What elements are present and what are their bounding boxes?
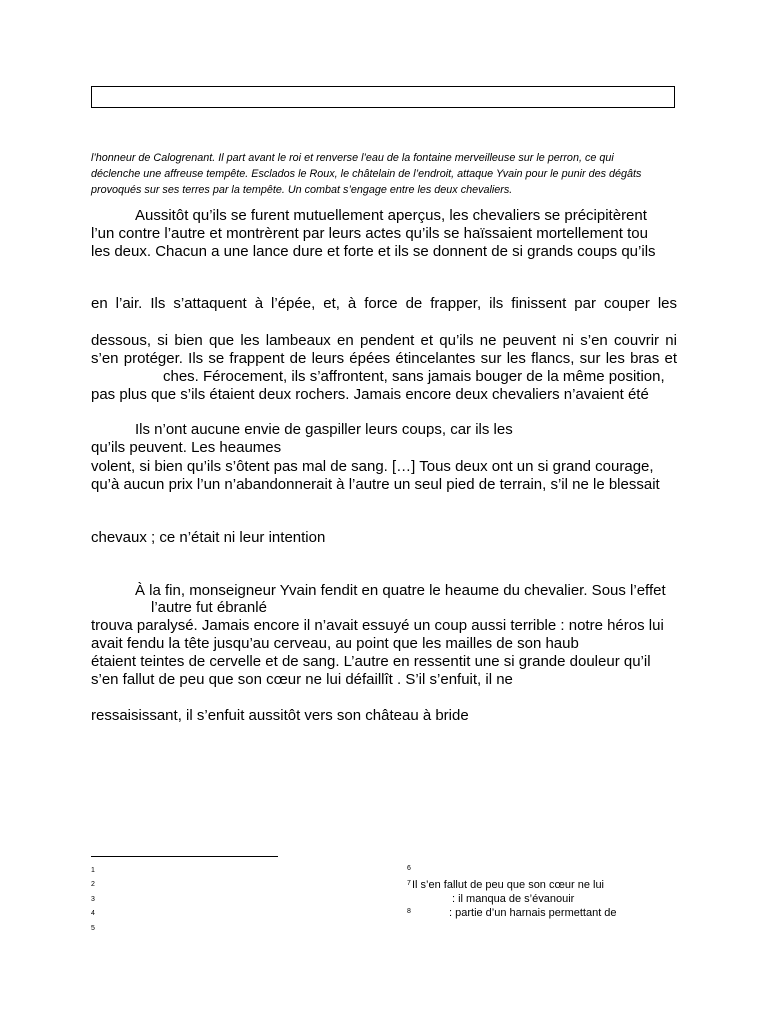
- intro-summary: [91, 150, 677, 198]
- footnote-number-5: 5: [91, 925, 95, 932]
- body-line-4: en l’air. Ils s’attaquent à l’épée, et, à force de frapper, ils finissent par couper les: [91, 295, 677, 312]
- footnote-number-7: 7: [407, 880, 411, 887]
- footnote-rule: [91, 856, 278, 857]
- body-line-8: pas plus que s’ils étaient deux rochers. Jamais encore deux chevaliers n’avaient été: [91, 386, 649, 403]
- title-box: [91, 86, 675, 108]
- footnote-8-text: : partie d’un harnais permettant de: [449, 907, 617, 919]
- body-line-13: chevaux ; ce n’était ni leur intention: [91, 529, 326, 546]
- body-line-10: qu’ils peuvent. Les heaumes: [91, 439, 282, 456]
- intro-line-1: l’honneur de Calogrenant. Il part avant le roi et renverse l’eau de la fontaine merveilleuse sur le perron, ce qui: [91, 152, 614, 164]
- body-line-12: qu’à aucun prix l’un n’abandonnerait à l’autre un seul pied de terrain, s’il ne le blessait: [91, 476, 660, 493]
- intro-line-2: déclenche une affreuse tempête. Esclados le Roux, le châtelain de l’endroit, attaque Yvain pour le punir des dégâts: [91, 168, 642, 180]
- body-line-1: Aussitôt qu’ils se furent mutuellement aperçus, les chevaliers se précipitèrent: [135, 207, 647, 224]
- body-line-9: Ils n’ont aucune envie de gaspiller leurs coups, car ils les: [135, 421, 513, 438]
- footnote-7-continuation: : il manqua de s’évanouir: [452, 893, 575, 905]
- footnote-number-3: 3: [91, 896, 95, 903]
- footnote-7-text: Il s’en fallut de peu que son cœur ne lui: [412, 879, 605, 891]
- footnote-number-8: 8: [407, 908, 411, 915]
- body-line-11: volent, si bien qu’ils s’ôtent pas mal de sang. […] Tous deux ont un si grand courage,: [91, 458, 654, 475]
- footnote-number-4: 4: [91, 910, 95, 917]
- body-line-18: étaient teintes de cervelle et de sang. L’autre en ressentit une si grande douleur qu’il: [91, 653, 651, 670]
- footnote-number-6: 6: [407, 865, 411, 872]
- body-line-14: À la fin, monseigneur Yvain fendit en quatre le heaume du chevalier. Sous l’effet: [135, 582, 666, 599]
- body-line-15: l’autre fut ébranlé: [151, 599, 267, 616]
- body-line-17: avait fendu la tête jusqu’au cerveau, au point que les mailles de son haub: [91, 635, 579, 652]
- body-line-19: s’en fallut de peu que son cœur ne lui défaillît . S’il s’enfuit, il ne: [91, 671, 513, 688]
- body-line-20: ressaisissant, il s’enfuit aussitôt vers son château à bride: [91, 707, 469, 724]
- body-line-3: les deux. Chacun a une lance dure et forte et ils se donnent de si grands coups qu’ils: [91, 243, 656, 260]
- body-line-7: ches. Férocement, ils s’affrontent, sans jamais bouger de la même position,: [163, 368, 665, 385]
- footnote-number-1: 1: [91, 867, 95, 874]
- body-line-2: l’un contre l’autre et montrèrent par leurs actes qu’ils se haïssaient mortellement tou: [91, 225, 648, 242]
- body-line-16: trouva paralysé. Jamais encore il n’avait essuyé un coup aussi terrible : notre héros lui: [91, 617, 664, 634]
- body-line-5: dessous, si bien que les lambeaux en pendent et qu’ils ne peuvent ni s’en couvrir ni: [91, 332, 677, 349]
- footnote-number-2: 2: [91, 881, 95, 888]
- body-line-6: s’en protéger. Ils se frappent de leurs épées étincelantes sur les flancs, sur les bras et: [91, 350, 677, 367]
- intro-line-3: provoqués sur ses terres par la tempête. Un combat s’engage entre les deux chevaliers.: [91, 184, 513, 196]
